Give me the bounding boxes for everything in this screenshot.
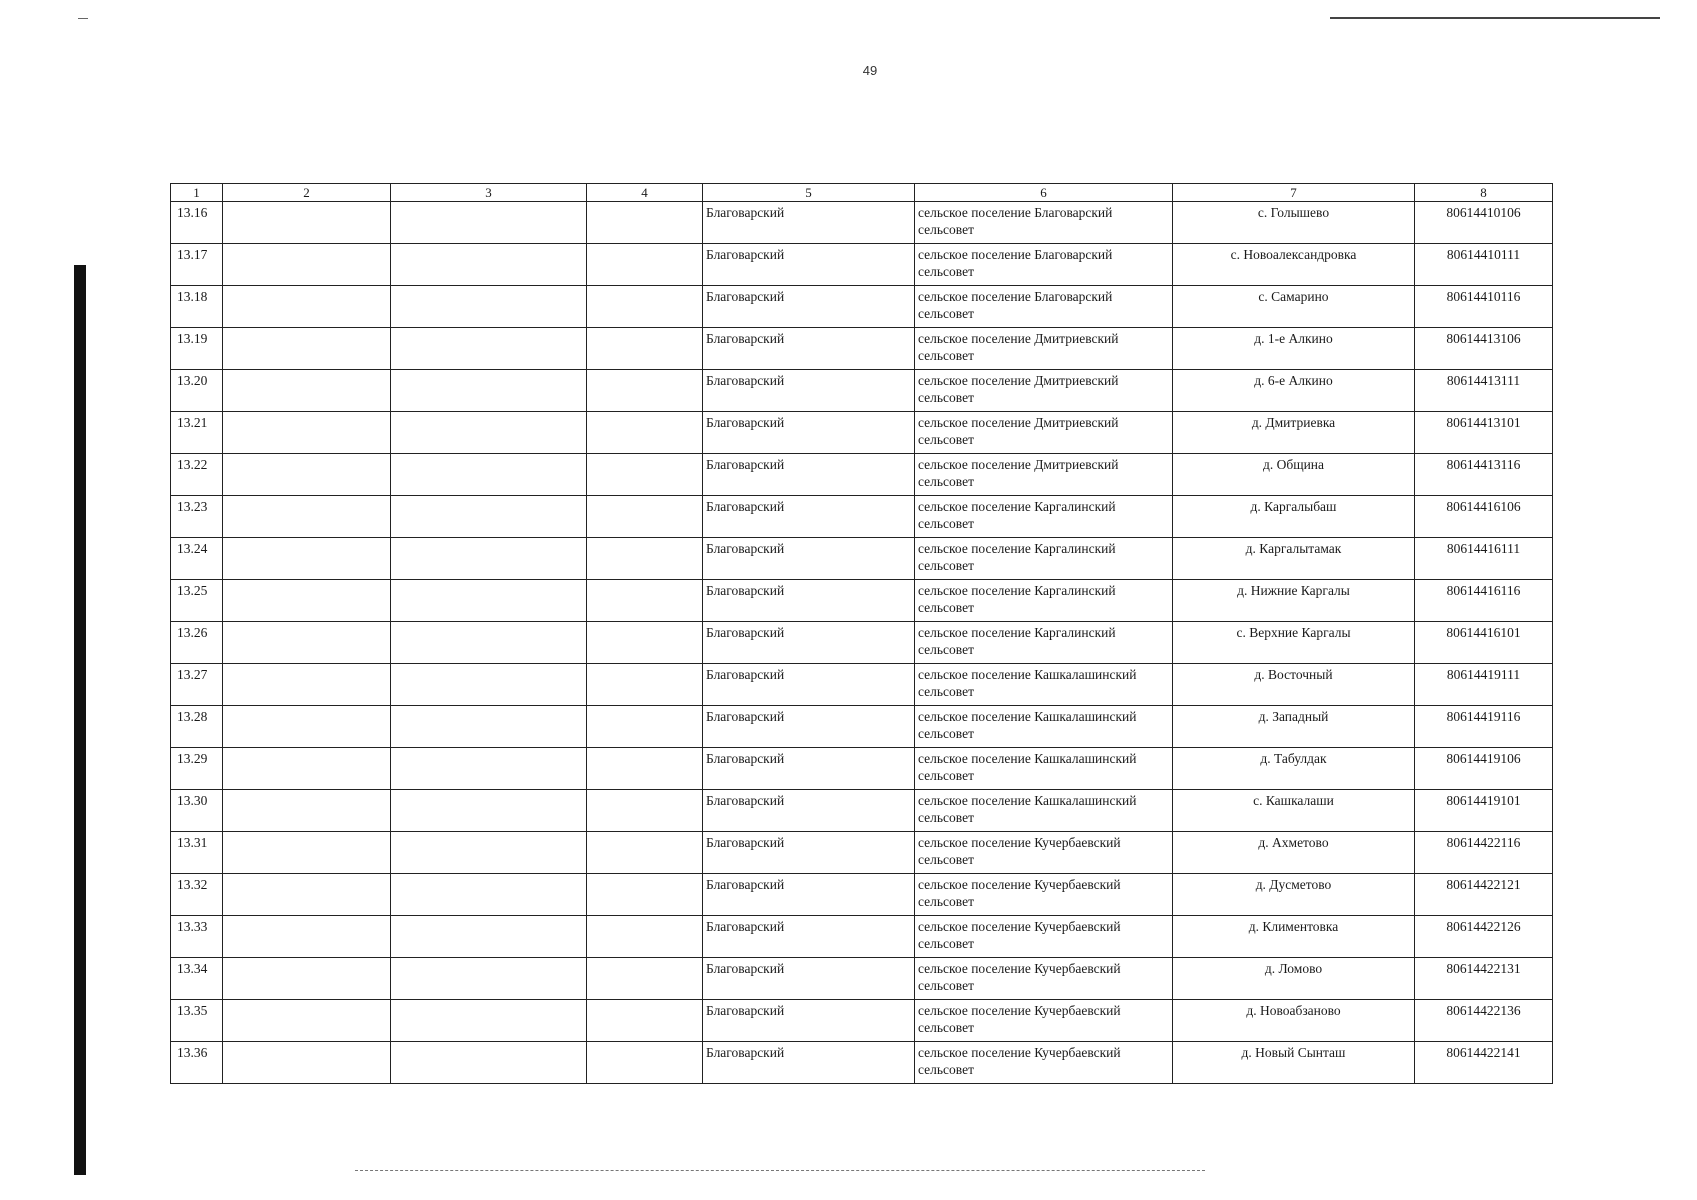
row-number-cell: 13.36: [171, 1042, 223, 1084]
empty-cell: [223, 916, 391, 958]
settlement-cell: сельское поселение Каргалинский сельсовет: [915, 580, 1173, 622]
district-cell: Благоварский: [703, 496, 915, 538]
settlement-cell: сельское поселение Кучербаевский сельсовет: [915, 916, 1173, 958]
empty-cell: [587, 412, 703, 454]
table-row: [171, 496, 1553, 538]
empty-cell: [391, 958, 587, 1000]
oktmo-code-cell: 80614422141: [1415, 1042, 1553, 1084]
empty-cell: [223, 1000, 391, 1042]
table-row: [171, 202, 1553, 244]
empty-cell: [223, 748, 391, 790]
empty-cell: [587, 622, 703, 664]
empty-cell: [223, 1042, 391, 1084]
table-row: [171, 244, 1553, 286]
empty-cell: [587, 538, 703, 580]
empty-cell: [391, 370, 587, 412]
row-number-cell: 13.28: [171, 706, 223, 748]
district-cell: Благоварский: [703, 412, 915, 454]
district-cell: Благоварский: [703, 1000, 915, 1042]
locality-cell: д. Нижние Каргалы: [1173, 580, 1415, 622]
locality-cell: с. Верхние Каргалы: [1173, 622, 1415, 664]
locality-cell: с. Новоалександровка: [1173, 244, 1415, 286]
locality-cell: д. Новый Сынташ: [1173, 1042, 1415, 1084]
empty-cell: [587, 706, 703, 748]
settlement-cell: сельское поселение Дмитриевский сельсовет: [915, 412, 1173, 454]
empty-cell: [391, 622, 587, 664]
empty-cell: [223, 580, 391, 622]
row-number-cell: 13.29: [171, 748, 223, 790]
oktmo-code-cell: 80614413106: [1415, 328, 1553, 370]
district-cell: Благоварский: [703, 538, 915, 580]
row-number-cell: 13.22: [171, 454, 223, 496]
empty-cell: [391, 496, 587, 538]
settlement-cell: сельское поселение Дмитриевский сельсовет: [915, 454, 1173, 496]
locality-cell: д. Климентовка: [1173, 916, 1415, 958]
empty-cell: [223, 286, 391, 328]
header-cell: 3: [391, 184, 587, 202]
settlement-cell: сельское поселение Кучербаевский сельсовет: [915, 1042, 1173, 1084]
settlement-cell: сельское поселение Кучербаевский сельсовет: [915, 832, 1173, 874]
empty-cell: [391, 454, 587, 496]
empty-cell: [223, 202, 391, 244]
locality-cell: д. Каргалыбаш: [1173, 496, 1415, 538]
settlement-cell: сельское поселение Кашкалашинский сельсовет: [915, 748, 1173, 790]
locality-cell: с. Кашкалаши: [1173, 790, 1415, 832]
empty-cell: [223, 664, 391, 706]
table-row: [171, 790, 1553, 832]
empty-cell: [391, 202, 587, 244]
table-row: [171, 538, 1553, 580]
row-number-cell: 13.30: [171, 790, 223, 832]
district-cell: Благоварский: [703, 832, 915, 874]
table-row: [171, 706, 1553, 748]
empty-cell: [587, 370, 703, 412]
row-number-cell: 13.35: [171, 1000, 223, 1042]
empty-cell: [391, 748, 587, 790]
empty-cell: [391, 874, 587, 916]
district-cell: Благоварский: [703, 622, 915, 664]
oktmo-code-cell: 80614422131: [1415, 958, 1553, 1000]
oktmo-code-cell: 80614416116: [1415, 580, 1553, 622]
locality-cell: д. Дусметово: [1173, 874, 1415, 916]
empty-cell: [587, 958, 703, 1000]
empty-cell: [587, 874, 703, 916]
empty-cell: [391, 1042, 587, 1084]
empty-cell: [391, 244, 587, 286]
table-row: [171, 454, 1553, 496]
header-cell: 4: [587, 184, 703, 202]
district-cell: Благоварский: [703, 958, 915, 1000]
empty-cell: [223, 874, 391, 916]
oktmo-code-cell: 80614416111: [1415, 538, 1553, 580]
scan-mark: [78, 18, 88, 19]
row-number-cell: 13.25: [171, 580, 223, 622]
settlement-cell: сельское поселение Кучербаевский сельсовет: [915, 958, 1173, 1000]
empty-cell: [223, 538, 391, 580]
row-number-cell: 13.16: [171, 202, 223, 244]
oktmo-code-cell: 80614410111: [1415, 244, 1553, 286]
row-number-cell: 13.32: [171, 874, 223, 916]
settlement-cell: сельское поселение Кашкалашинский сельсовет: [915, 706, 1173, 748]
oktmo-code-cell: 80614416101: [1415, 622, 1553, 664]
oktmo-code-cell: 80614419106: [1415, 748, 1553, 790]
header-cell: 6: [915, 184, 1173, 202]
oktmo-code-cell: 80614419101: [1415, 790, 1553, 832]
table-row: [171, 1042, 1553, 1084]
row-number-cell: 13.18: [171, 286, 223, 328]
table-row: [171, 370, 1553, 412]
empty-cell: [223, 832, 391, 874]
district-cell: Благоварский: [703, 874, 915, 916]
oktmo-code-cell: 80614413116: [1415, 454, 1553, 496]
locality-cell: д. 6-е Алкино: [1173, 370, 1415, 412]
table-header-row: [171, 184, 1553, 202]
empty-cell: [223, 454, 391, 496]
settlement-cell: сельское поселение Кашкалашинский сельсовет: [915, 790, 1173, 832]
header-cell: 1: [171, 184, 223, 202]
district-cell: Благоварский: [703, 580, 915, 622]
settlement-cell: сельское поселение Кучербаевский сельсовет: [915, 1000, 1173, 1042]
district-cell: Благоварский: [703, 790, 915, 832]
empty-cell: [587, 202, 703, 244]
district-cell: Благоварский: [703, 370, 915, 412]
oktmo-code-cell: 80614413111: [1415, 370, 1553, 412]
row-number-cell: 13.20: [171, 370, 223, 412]
row-number-cell: 13.33: [171, 916, 223, 958]
table-row: [171, 328, 1553, 370]
row-number-cell: 13.24: [171, 538, 223, 580]
row-number-cell: 13.23: [171, 496, 223, 538]
table-row: [171, 916, 1553, 958]
table-row: [171, 748, 1553, 790]
oktmo-code-cell: 80614410116: [1415, 286, 1553, 328]
empty-cell: [587, 496, 703, 538]
district-cell: Благоварский: [703, 202, 915, 244]
header-cell: 5: [703, 184, 915, 202]
row-number-cell: 13.31: [171, 832, 223, 874]
empty-cell: [391, 412, 587, 454]
oktmo-code-cell: 80614422116: [1415, 832, 1553, 874]
district-cell: Благоварский: [703, 286, 915, 328]
oktmo-code-cell: 80614422126: [1415, 916, 1553, 958]
row-number-cell: 13.19: [171, 328, 223, 370]
settlement-cell: сельское поселение Каргалинский сельсовет: [915, 496, 1173, 538]
empty-cell: [587, 1000, 703, 1042]
empty-cell: [587, 454, 703, 496]
oktmo-code-cell: 80614416106: [1415, 496, 1553, 538]
oktmo-code-cell: 80614422136: [1415, 1000, 1553, 1042]
settlement-cell: сельское поселение Благоварский сельсовет: [915, 286, 1173, 328]
empty-cell: [391, 664, 587, 706]
empty-cell: [223, 412, 391, 454]
locality-cell: с. Самарино: [1173, 286, 1415, 328]
table-row: [171, 664, 1553, 706]
settlement-cell: сельское поселение Благоварский сельсовет: [915, 202, 1173, 244]
empty-cell: [223, 958, 391, 1000]
empty-cell: [391, 580, 587, 622]
empty-cell: [223, 244, 391, 286]
empty-cell: [587, 1042, 703, 1084]
district-cell: Благоварский: [703, 454, 915, 496]
settlement-cell: сельское поселение Кучербаевский сельсовет: [915, 874, 1173, 916]
row-number-cell: 13.26: [171, 622, 223, 664]
empty-cell: [223, 706, 391, 748]
settlement-cell: сельское поселение Дмитриевский сельсовет: [915, 328, 1173, 370]
empty-cell: [391, 706, 587, 748]
empty-cell: [391, 916, 587, 958]
oktmo-code-cell: 80614419111: [1415, 664, 1553, 706]
table-row: [171, 1000, 1553, 1042]
settlement-cell: сельское поселение Кашкалашинский сельсовет: [915, 664, 1173, 706]
table-row: [171, 874, 1553, 916]
settlement-cell: сельское поселение Каргалинский сельсовет: [915, 538, 1173, 580]
table-row: [171, 580, 1553, 622]
table-row: [171, 832, 1553, 874]
locality-cell: д. Каргалытамак: [1173, 538, 1415, 580]
settlement-cell: сельское поселение Благоварский сельсовет: [915, 244, 1173, 286]
empty-cell: [391, 790, 587, 832]
header-cell: 8: [1415, 184, 1553, 202]
district-cell: Благоварский: [703, 328, 915, 370]
empty-cell: [223, 370, 391, 412]
locality-cell: д. Ахметово: [1173, 832, 1415, 874]
empty-cell: [587, 664, 703, 706]
district-cell: Благоварский: [703, 916, 915, 958]
table-row: [171, 412, 1553, 454]
settlement-cell: сельское поселение Дмитриевский сельсовет: [915, 370, 1173, 412]
empty-cell: [391, 538, 587, 580]
empty-cell: [391, 328, 587, 370]
oktmo-code-cell: 80614410106: [1415, 202, 1553, 244]
empty-cell: [223, 328, 391, 370]
district-cell: Благоварский: [703, 664, 915, 706]
locality-cell: д. Восточный: [1173, 664, 1415, 706]
oktmo-code-cell: 80614413101: [1415, 412, 1553, 454]
empty-cell: [587, 916, 703, 958]
empty-cell: [223, 622, 391, 664]
row-number-cell: 13.27: [171, 664, 223, 706]
locality-cell: д. Дмитриевка: [1173, 412, 1415, 454]
scan-edge-line: [1330, 17, 1660, 19]
scan-binding-shadow: [74, 265, 86, 1175]
table-row: [171, 622, 1553, 664]
locality-cell: д. Табулдак: [1173, 748, 1415, 790]
locality-cell: д. Община: [1173, 454, 1415, 496]
page-number: 49: [862, 63, 878, 78]
empty-cell: [587, 580, 703, 622]
row-number-cell: 13.34: [171, 958, 223, 1000]
empty-cell: [587, 328, 703, 370]
locality-cell: д. Ломово: [1173, 958, 1415, 1000]
row-number-cell: 13.21: [171, 412, 223, 454]
empty-cell: [391, 1000, 587, 1042]
oktmo-code-cell: 80614422121: [1415, 874, 1553, 916]
empty-cell: [587, 244, 703, 286]
settlement-cell: сельское поселение Каргалинский сельсовет: [915, 622, 1173, 664]
empty-cell: [587, 832, 703, 874]
district-cell: Благоварский: [703, 748, 915, 790]
locality-cell: д. Западный: [1173, 706, 1415, 748]
table-row: [171, 958, 1553, 1000]
table-row: [171, 286, 1553, 328]
locality-cell: д. Новоабзаново: [1173, 1000, 1415, 1042]
district-cell: Благоварский: [703, 244, 915, 286]
oktmo-code-cell: 80614419116: [1415, 706, 1553, 748]
district-cell: Благоварский: [703, 706, 915, 748]
empty-cell: [587, 286, 703, 328]
empty-cell: [391, 832, 587, 874]
register-table: [170, 183, 1553, 1084]
locality-cell: д. 1-е Алкино: [1173, 328, 1415, 370]
district-cell: Благоварский: [703, 1042, 915, 1084]
row-number-cell: 13.17: [171, 244, 223, 286]
scan-bottom-line: [355, 1170, 1205, 1172]
header-cell: 7: [1173, 184, 1415, 202]
empty-cell: [391, 286, 587, 328]
empty-cell: [223, 790, 391, 832]
header-cell: 2: [223, 184, 391, 202]
empty-cell: [223, 496, 391, 538]
empty-cell: [587, 748, 703, 790]
locality-cell: с. Голышево: [1173, 202, 1415, 244]
empty-cell: [587, 790, 703, 832]
